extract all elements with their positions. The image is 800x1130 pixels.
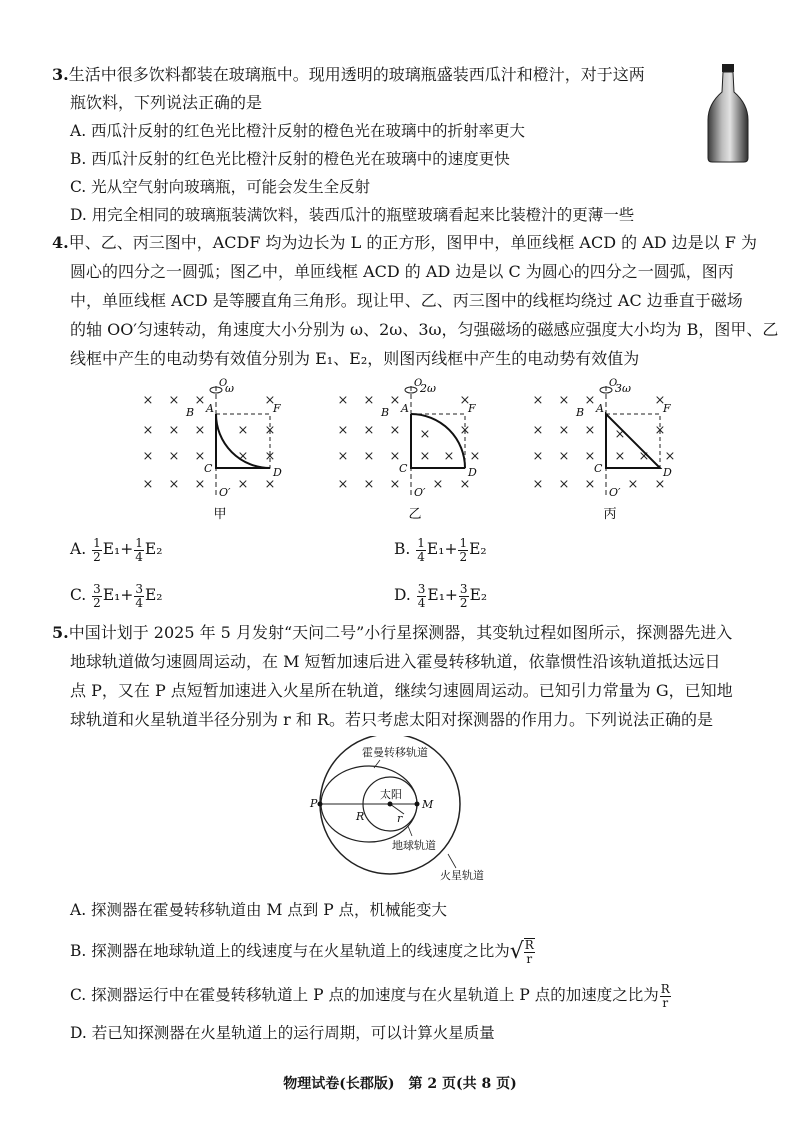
question-3-stem-line-1: 生活中很多饮料都装在玻璃瓶中。现用透明的玻璃瓶盛装西瓜汁和橙汁，对于这两 xyxy=(68,65,645,84)
cross-mark: × xyxy=(469,449,481,464)
question-5-option-c: C. 探测器运行中在霍曼转移轨道上 P 点的加速度与在火星轨道上 P 点的加速度之比为 $\frac{R}{r}$ xyxy=(70,981,670,1010)
question-5-option-a: A. 探测器在霍曼转移轨道由 M 点到 P 点，机械能变大 xyxy=(70,901,448,919)
question-5-stem-line-2: 地球轨道做匀速圆周运动，在 M 短暂加速后进入霍曼转移轨道，依靠惯性沿该轨道抵达远日 xyxy=(70,652,721,671)
cross-mark: × xyxy=(614,427,626,442)
cross-mark: × xyxy=(194,449,206,464)
fraction: $\frac{3}{4}$ xyxy=(417,581,426,610)
question-4-option-c: C. $\frac{3}{2}$ E₁+ $\frac{3}{4}$ E₂ xyxy=(70,581,163,610)
figure-caption-bing: 丙 xyxy=(603,507,617,522)
omega-label: 2ω xyxy=(420,382,436,395)
label-o: O xyxy=(609,378,618,389)
cross-mark: × xyxy=(584,449,596,464)
cross-mark: × xyxy=(459,423,471,438)
glass-bottle-image xyxy=(700,62,756,164)
point-p xyxy=(318,802,323,807)
question-3-option-c: C. 光从空气射向玻璃瓶，可能会发生全反射 xyxy=(70,178,371,196)
cross-mark: × xyxy=(638,449,650,464)
cross-mark: × xyxy=(168,393,180,408)
cross-mark: × xyxy=(558,393,570,408)
cross-mark: × xyxy=(194,423,206,438)
question-4-option-b: B. $\frac{1}{4}$ E₁+ $\frac{1}{2}$ E₂ xyxy=(394,535,487,564)
fraction: $\frac{1}{2}$ xyxy=(93,535,101,564)
label-o-prime: O′ xyxy=(609,486,621,499)
cross-mark: × xyxy=(584,423,596,438)
sun-dot xyxy=(388,802,393,807)
cross-mark: × xyxy=(142,477,154,492)
fraction: $\frac{3}{2}$ xyxy=(93,581,101,610)
leader-line xyxy=(448,854,456,868)
question-3-option-b: B. 西瓜汁反射的红色光比橙汁反射的橙色光在玻璃中的速度更快 xyxy=(70,150,510,168)
label-hohmann: 霍曼转移轨道 xyxy=(362,746,428,759)
cross-mark: × xyxy=(654,423,666,438)
cross-mark: × xyxy=(363,477,375,492)
cross-mark: × xyxy=(443,449,455,464)
question-5-option-d: D. 若已知探测器在火星轨道上的运行周期，可以计算火星质量 xyxy=(70,1024,495,1042)
cross-mark: × xyxy=(419,427,431,442)
question-3-number: 3. xyxy=(52,65,69,84)
cross-mark: × xyxy=(558,449,570,464)
label-m: M xyxy=(422,798,434,811)
label-o: O xyxy=(219,378,228,389)
question-4-option-a: A. $\frac{1}{2}$ E₁+ $\frac{1}{4}$ E₂ xyxy=(70,535,163,564)
question-5-stem-line-3: 点 P，又在 P 点短暂加速进入火星所在轨道，继续匀速圆周运动。已知引力常量为 G，已知地 xyxy=(70,681,733,700)
cross-mark: × xyxy=(264,477,276,492)
fraction: $\frac{1}{2}$ xyxy=(459,535,468,564)
label-f: F xyxy=(468,402,476,415)
label-c: C xyxy=(204,462,213,475)
label-d: D xyxy=(468,466,477,479)
fraction: $\frac{R}{r}$ xyxy=(660,981,670,1010)
figure-yi xyxy=(338,378,481,522)
cross-mark: × xyxy=(558,423,570,438)
label-earth-orbit: 地球轨道 xyxy=(392,839,436,852)
label-mars-orbit: 火星轨道 xyxy=(440,869,484,882)
question-4-number: 4. xyxy=(52,233,69,252)
fraction: $\frac{3}{2}$ xyxy=(459,581,468,610)
label-r-big: R xyxy=(356,810,365,823)
question-4-figures xyxy=(130,376,690,526)
question-4-stem-line-4: 的轴 OO′匀速转动，角速度大小分别为 ω、2ω、3ω，匀强磁场的磁感应强度大小均为 B，图甲、乙 xyxy=(70,320,779,339)
question-5-option-b: B. 探测器在地球轨道上的线速度与在火星轨道上的线速度之比为√ $\frac{R}{r}$ xyxy=(70,938,534,966)
cross-mark: × xyxy=(237,449,249,464)
point-m xyxy=(415,802,420,807)
cross-mark: × xyxy=(389,477,401,492)
page-footer: 物理试卷(长郡版) 第 2 页(共 8 页) xyxy=(283,1076,517,1092)
question-5-stem-line-4: 球轨道和火星轨道半径分别为 r 和 R。若只考虑太阳对探测器的作用力。下列说法正确的是 xyxy=(70,710,713,729)
cross-mark: × xyxy=(584,393,596,408)
cross-mark: × xyxy=(459,393,471,408)
question-4-stem-line-2: 圆心的四分之一圆弧；图乙中，单匝线框 ACD 的 AD 边是以 C 为圆心的四分之一圆弧，图丙 xyxy=(70,262,734,281)
label-b: B xyxy=(576,406,585,419)
question-5-stem-line-1: 中国计划于 2025 年 5 月发射“天问二号”小行星探测器，其变轨过程如图所示，探测器先进入 xyxy=(68,623,733,642)
label-r-small: r xyxy=(397,812,403,825)
cross-mark: × xyxy=(389,393,401,408)
cross-mark: × xyxy=(194,477,206,492)
label-b: B xyxy=(186,406,195,419)
cross-mark: × xyxy=(264,423,276,438)
figure-caption-yi: 乙 xyxy=(408,507,422,522)
orbit-diagram xyxy=(300,736,500,886)
cross-mark: × xyxy=(237,477,249,492)
label-f: F xyxy=(663,402,671,415)
label-b: B xyxy=(381,406,390,419)
question-3-option-a: A. 西瓜汁反射的红色光比橙汁反射的橙色光在玻璃中的折射率更大 xyxy=(70,122,526,140)
cross-mark: × xyxy=(363,423,375,438)
question-4-stem-line-5: 线框中产生的电动势有效值分别为 E₁、E₂，则图丙线框中产生的电动势有效值为 xyxy=(70,349,640,368)
label-o-prime: O′ xyxy=(219,486,231,499)
question-4-stem-line-1: 甲、乙、丙三图中，ACDF 均为边长为 L 的正方形，图甲中，单匝线框 ACD 的 AD 边是以 F 为 xyxy=(68,233,757,252)
fraction: $\frac{1}{4}$ xyxy=(135,535,143,564)
label-a: A xyxy=(596,402,604,415)
question-3-option-d: D. 用完全相同的玻璃瓶装满饮料，装西瓜汁的瓶壁玻璃看起来比装橙汁的更薄一些 xyxy=(70,206,635,224)
cross-mark: × xyxy=(264,449,276,464)
label-o: O xyxy=(414,378,423,389)
cross-mark: × xyxy=(363,393,375,408)
cross-mark: × xyxy=(664,449,676,464)
question-4-option-d: D. $\frac{3}{4}$ E₁+ $\frac{3}{2}$ E₂ xyxy=(394,581,488,610)
cross-mark: × xyxy=(614,449,626,464)
cross-mark: × xyxy=(584,477,596,492)
figure-bing xyxy=(533,378,676,522)
cross-mark: × xyxy=(337,449,349,464)
figure-jia xyxy=(143,378,282,522)
question-3-stem-line-2: 瓶饮料，下列说法正确的是 xyxy=(70,93,263,112)
cross-mark: × xyxy=(168,449,180,464)
cross-mark: × xyxy=(532,423,544,438)
question-4-stem-line-3: 中，单匝线框 ACD 是等腰直角三角形。现让甲、乙、丙三图中的线框均绕过 AC 边垂直于磁场 xyxy=(70,291,743,310)
cross-mark: × xyxy=(142,393,154,408)
cross-mark: × xyxy=(337,423,349,438)
cross-mark: × xyxy=(237,423,249,438)
cross-mark: × xyxy=(627,477,639,492)
label-o-prime: O′ xyxy=(414,486,426,499)
cross-mark: × xyxy=(142,423,154,438)
cross-mark: × xyxy=(142,449,154,464)
fraction: $\frac{1}{4}$ xyxy=(417,535,425,564)
label-p: P xyxy=(310,797,318,810)
label-a: A xyxy=(206,402,214,415)
cross-mark: × xyxy=(459,477,471,492)
cross-mark: × xyxy=(168,423,180,438)
label-a: A xyxy=(401,402,409,415)
cross-mark: × xyxy=(363,449,375,464)
label-sun: 太阳 xyxy=(380,788,402,801)
leader-line xyxy=(408,826,412,836)
cross-mark: × xyxy=(337,477,349,492)
label-f: F xyxy=(273,402,281,415)
cross-mark: × xyxy=(532,477,544,492)
question-5-number: 5. xyxy=(52,623,69,642)
cross-mark: × xyxy=(264,393,276,408)
cross-mark: × xyxy=(558,477,570,492)
fraction: $\frac{3}{4}$ xyxy=(135,581,143,610)
square-root: √ $\frac{R}{r}$ xyxy=(509,938,534,966)
cross-mark: × xyxy=(337,393,349,408)
cross-mark: × xyxy=(194,393,206,408)
label-c: C xyxy=(594,462,603,475)
cross-mark: × xyxy=(654,477,666,492)
cross-mark: × xyxy=(654,393,666,408)
cross-mark: × xyxy=(389,423,401,438)
label-d: D xyxy=(273,466,282,479)
cross-mark: × xyxy=(432,477,444,492)
cross-mark: × xyxy=(532,449,544,464)
cross-mark: × xyxy=(532,393,544,408)
cross-mark: × xyxy=(168,477,180,492)
label-c: C xyxy=(399,462,408,475)
cross-mark: × xyxy=(389,449,401,464)
label-d: D xyxy=(663,466,672,479)
omega-label: ω xyxy=(225,382,234,395)
cross-mark: × xyxy=(419,449,431,464)
omega-label: 3ω xyxy=(615,382,631,395)
figure-caption-jia: 甲 xyxy=(213,507,227,522)
